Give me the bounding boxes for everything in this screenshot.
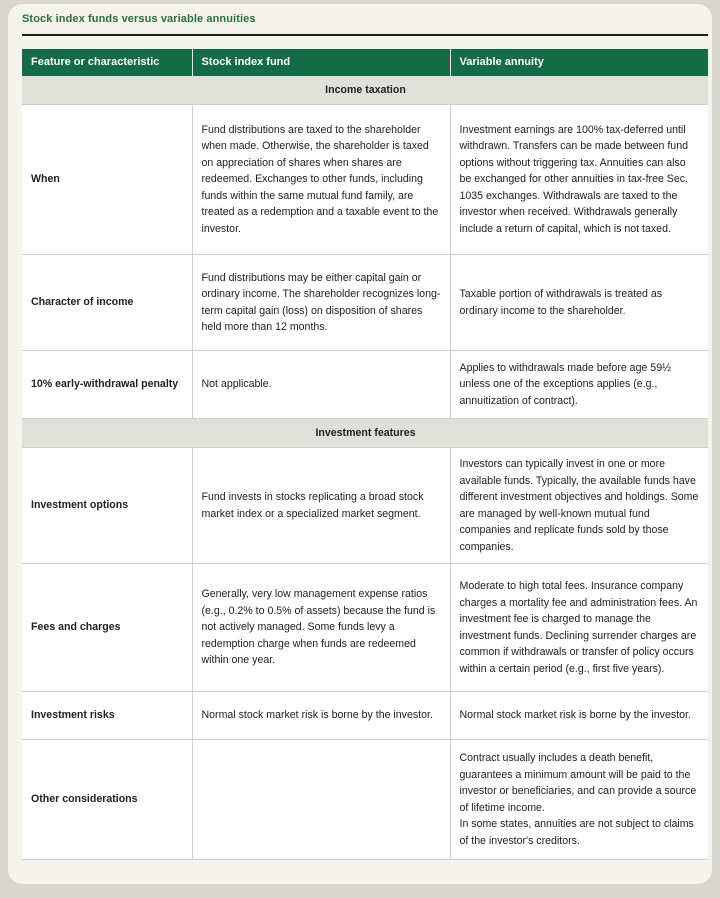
table-row — [22, 105, 708, 255]
fund-cell: Fund distributions may be either capital gain or ordinary income. The shareholder recognizes long-term capital gain (loss) on disposition of shares held more than 12 months. — [192, 255, 450, 351]
annuity-cell: Contract usually includes a death benefit, guarantees a minimum amount will be paid to the investor or beneficiaries, and can provide a source of lifetime income. In some states, annuities are not subject to claims of the investor's creditors. — [450, 740, 708, 860]
annuity-cell: Moderate to high total fees. Insurance company charges a mortality fee and administration fees. An investment fee is charged to manage the investment funds. Declining surrender charges are common if withdrawals or transfer of policy occurs within a certain period (e.g., first five years). — [450, 564, 708, 692]
table-row — [22, 351, 708, 419]
header-row — [22, 49, 708, 76]
section-label: Income taxation — [22, 76, 708, 105]
header-feature: Feature or characteristic — [22, 49, 192, 76]
table-row — [22, 692, 708, 740]
fund-cell: Generally, very low management expense ratios (e.g., 0.2% to 0.5% of assets) because the fund is not actively managed. Some funds levy a redemption charge when funds are redeemed within one year. — [192, 564, 450, 692]
feature-cell: Character of income — [22, 255, 192, 351]
title-rule — [22, 34, 708, 36]
feature-cell: Investment risks — [22, 692, 192, 740]
fund-cell: Fund distributions are taxed to the shareholder when made. Otherwise, the shareholder is taxed on appreciation of shares when shares are redeemed. Exchanges to other funds, including funds within the same mutual fund family, are treated as a redemption and a taxable event to the investor. — [192, 105, 450, 255]
table-row — [22, 740, 708, 860]
table-row — [22, 255, 708, 351]
comparison-table — [22, 49, 708, 860]
header-variable-annuity: Variable annuity — [450, 49, 708, 76]
header-stock-index-fund: Stock index fund — [192, 49, 450, 76]
feature-cell: Other considerations — [22, 740, 192, 860]
fund-cell: Normal stock market risk is borne by the investor. — [192, 692, 450, 740]
annuity-cell: Investment earnings are 100% tax-deferred until withdrawn. Transfers can be made between fund options without triggering tax. Annuities can also be exchanged for other annuities in tax-free Sec. 1035 exchanges. Withdrawals are taxed to the investor when received. Withdrawals generally include a return of capital, which is not taxed. — [450, 105, 708, 255]
feature-cell: Fees and charges — [22, 564, 192, 692]
annuity-cell: Normal stock market risk is borne by the investor. — [450, 692, 708, 740]
section-row-income-taxation — [22, 76, 708, 105]
fund-cell — [192, 740, 450, 860]
comparison-card — [8, 4, 712, 884]
table-title: Stock index funds versus variable annuities — [22, 13, 256, 25]
fund-cell: Fund invests in stocks replicating a broad stock market index or a specialized market segment. — [192, 448, 450, 564]
feature-cell: When — [22, 105, 192, 255]
annuity-cell: Applies to withdrawals made before age 59½ unless one of the exceptions applies (e.g., annuitization of contract). — [450, 351, 708, 419]
table-row — [22, 564, 708, 692]
table-row — [22, 448, 708, 564]
fund-cell: Not applicable. — [192, 351, 450, 419]
feature-cell: 10% early-withdrawal penalty — [22, 351, 192, 419]
annuity-cell: Investors can typically invest in one or more available funds. Typically, the available funds have different investment objectives and holdings. Some are managed by well-known mutual fund companies and replicate funds sold by those companies. — [450, 448, 708, 564]
feature-cell: Investment options — [22, 448, 192, 564]
section-label: Investment features — [22, 419, 708, 448]
section-row-investment-features — [22, 419, 708, 448]
annuity-cell: Taxable portion of withdrawals is treated as ordinary income to the shareholder. — [450, 255, 708, 351]
